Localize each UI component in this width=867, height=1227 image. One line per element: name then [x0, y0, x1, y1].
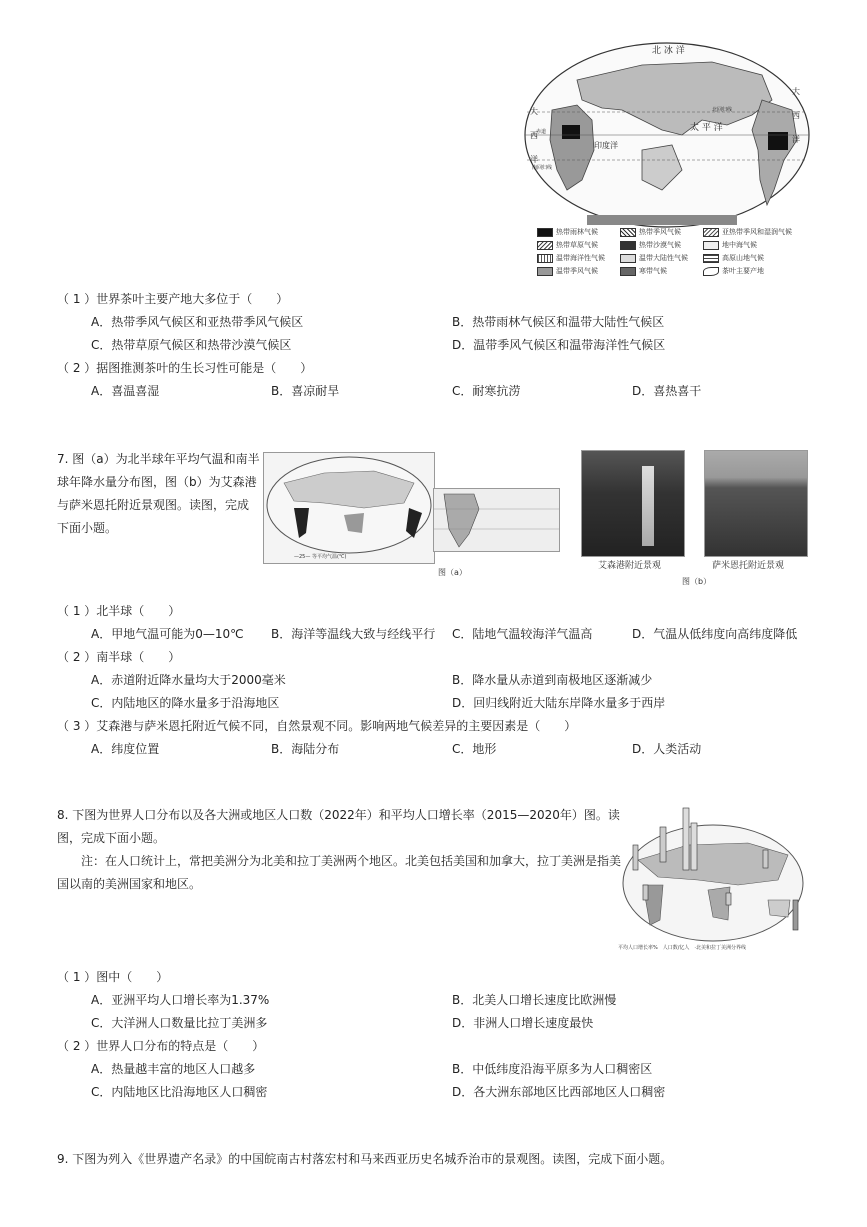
legend-swatch: [537, 267, 553, 276]
q6-sub2-option-c[interactable]: C．耐寒抗涝: [452, 384, 521, 398]
equator-label: 赤道: [536, 129, 547, 135]
q7-sub1-option-d[interactable]: D．气温从低纬度向高纬度降低: [632, 627, 798, 641]
population-map-figure: [618, 805, 808, 955]
q6-sub1-option-d[interactable]: D．温带季风气候区和温带海洋性气候区: [452, 338, 666, 352]
sarmiento-photo: [704, 450, 808, 557]
q8-note-line: 国以南的美洲国家和地区。: [57, 877, 202, 891]
pacific-ocean-label: 太 平 洋: [690, 123, 723, 133]
atlantic-west-label: 大 西 洋: [530, 107, 538, 164]
northern-hemisphere-map: [264, 453, 434, 563]
photo1-caption: 艾森港附近景观: [598, 561, 662, 571]
legend-item: 茶叶主要产地: [703, 266, 764, 276]
q8-sub1-stem: （ 1 ）图中（ ）: [57, 970, 169, 984]
q7-sub1-option-b[interactable]: B．海洋等温线大致与经线平行: [271, 627, 436, 641]
legend-swatch: [620, 228, 636, 237]
world-climate-map: [522, 40, 812, 230]
photo2-caption: 萨米恩托附近景观: [712, 561, 785, 571]
legend-swatch: [703, 241, 719, 250]
q7-sub1-option-c[interactable]: C．陆地气温较海洋气温高: [452, 627, 593, 641]
q7-sub3-option-c[interactable]: C．地形: [452, 742, 497, 756]
waterfall-shape: [642, 466, 654, 546]
q8-sub2-stem: （ 2 ）世界人口分布的特点是（ ）: [57, 1039, 265, 1053]
south-america-inset-map: [433, 488, 560, 552]
legend-item: 温带大陆性气候: [620, 253, 688, 263]
indian-ocean-label: 印度洋: [594, 141, 618, 150]
aisen-photo: [581, 450, 685, 557]
arctic-ocean-label: 北 冰 洋: [652, 46, 685, 56]
q7-sub3-option-d[interactable]: D．人类活动: [632, 742, 702, 756]
q7-sub1-option-a[interactable]: A．甲地气温可能为0—10℃: [91, 627, 244, 641]
q8-sub2-option-d[interactable]: D．各大洲东部地区比西部地区人口稠密: [452, 1085, 666, 1099]
figure-a-caption: 图（a）: [438, 568, 467, 577]
q8-note-line: 注：在人口统计上，常把美洲分为北美和拉丁美洲两个地区。北美包括美国和加拿大，拉丁美洲是指美: [81, 854, 622, 868]
world-population-map: [618, 805, 808, 955]
legend-swatch: [537, 228, 553, 237]
q7-sub2-option-d[interactable]: D．回归线附近大陆东岸降水量多于西岸: [452, 696, 666, 710]
q7-sub2-option-b[interactable]: B．降水量从赤道到南极地区逐渐减少: [452, 673, 653, 687]
q8-intro: [57, 804, 621, 896]
legend-swatch: [537, 254, 553, 263]
q7-sub3-stem: （ 3 ）艾森港与萨米恩托附近气候不同，自然景观不同。影响两地气候差异的主要因素是（ ）: [57, 719, 577, 733]
q8-sub1-option-d[interactable]: D．非洲人口增长速度最快: [452, 1016, 594, 1030]
legend-swatch: [703, 228, 719, 237]
q7-intro-line: 与萨米恩托附近景观图。读图，完成: [57, 498, 250, 512]
map-legend-text: —25— 等平均气温(℃): [294, 554, 347, 560]
q6-sub1-option-c[interactable]: C．热带草原气候区和热带沙漠气候区: [91, 338, 292, 352]
q6-sub2-option-d[interactable]: D．喜热喜干: [632, 384, 702, 398]
legend-item: 亚热带季风和湿润气候: [703, 227, 792, 237]
legend-item: 热带雨林气候: [537, 227, 598, 237]
legend-item: 高原山地气候: [703, 253, 764, 263]
legend-swatch: [620, 267, 636, 276]
q8-sub2-option-a[interactable]: A．热量越丰富的地区人口越多: [91, 1062, 256, 1076]
legend-item: 温带季风气候: [537, 266, 598, 276]
legend-item: 地中海气候: [703, 240, 757, 250]
q8-sub1-option-b[interactable]: B．北美人口增长速度比欧洲慢: [452, 993, 617, 1007]
population-map-legend: 平均人口增长率% 人口数/亿人 ·北美和拉丁美洲分界线: [618, 945, 747, 951]
q8-sub1-option-a[interactable]: A．亚洲平均人口增长率为1.37%: [91, 993, 270, 1007]
q7-intro-line: 下面小题。: [57, 521, 118, 535]
atlantic-east-label: 大 西 洋: [792, 87, 800, 144]
figure-b-caption: 图（b）: [682, 577, 712, 586]
legend-swatch: [703, 254, 719, 263]
legend-item: 热带季风气候: [620, 227, 681, 237]
q7-intro-line: 球年降水量分布图，图（b）为艾森港: [57, 475, 257, 489]
legend-item: 温带海洋性气候: [537, 253, 605, 263]
north-tropic-label: 北回归线: [712, 107, 733, 113]
legend-item: 寒带气候: [620, 266, 667, 276]
q8-sub1-option-c[interactable]: C．大洋洲人口数量比拉丁美洲多: [91, 1016, 268, 1030]
q9-intro: 9. 下图为列入《世界遗产名录》的中国皖南古村落宏村和马来西亚历史名城乔治市的景观图。读图，完成下面小题。: [57, 1152, 673, 1166]
q7-sub1-stem: （ 1 ）北半球（ ）: [57, 604, 181, 618]
temperature-precip-map: [263, 452, 435, 564]
q7-sub2-stem: （ 2 ）南半球（ ）: [57, 650, 181, 664]
legend-swatch: [620, 241, 636, 250]
patagonia-map: [434, 489, 559, 551]
q7-intro-line: 7. 图（a）为北半球年平均气温和南半: [57, 452, 260, 466]
legend-swatch: [620, 254, 636, 263]
q6-sub2-stem: （ 2 ）据图推测茶叶的生长习性可能是（ ）: [57, 361, 313, 375]
q6-sub1-option-b[interactable]: B．热带雨林气候区和温带大陆性气候区: [452, 315, 665, 329]
legend-item: 热带沙漠气候: [620, 240, 681, 250]
tea-leaf-icon: [703, 267, 719, 276]
climate-map-figure: [522, 40, 812, 230]
q7-sub2-option-a[interactable]: A．赤道附近降水量均大于2000毫米: [91, 673, 286, 687]
legend-item: 热带草原气候: [537, 240, 598, 250]
q7-sub3-option-a[interactable]: A．纬度位置: [91, 742, 160, 756]
q8-intro-line: 图，完成下面小题。: [57, 831, 166, 845]
q6-sub1-option-a[interactable]: A．热带季风气候区和亚热带季风气候区: [91, 315, 304, 329]
q7-sub2-option-c[interactable]: C．内陆地区的降水量多于沿海地区: [91, 696, 280, 710]
q7-sub3-option-b[interactable]: B．海陆分布: [271, 742, 340, 756]
south-tropic-label: 南回归线: [532, 165, 553, 171]
q8-intro-line: 8. 下图为世界人口分布以及各大洲或地区人口数（2022年）和平均人口增长率（2015—2020年）图。读: [57, 808, 620, 822]
q8-sub2-option-c[interactable]: C．内陆地区比沿海地区人口稠密: [91, 1085, 268, 1099]
legend-swatch: [537, 241, 553, 250]
q6-sub2-option-a[interactable]: A．喜温喜湿: [91, 384, 160, 398]
q6-sub1-stem: （ 1 ）世界茶叶主要产地大多位于（ ）: [57, 292, 289, 306]
q7-intro: [57, 448, 260, 540]
q8-sub2-option-b[interactable]: B．中低纬度沿海平原多为人口稠密区: [452, 1062, 653, 1076]
q6-sub2-option-b[interactable]: B．喜凉耐旱: [271, 384, 340, 398]
